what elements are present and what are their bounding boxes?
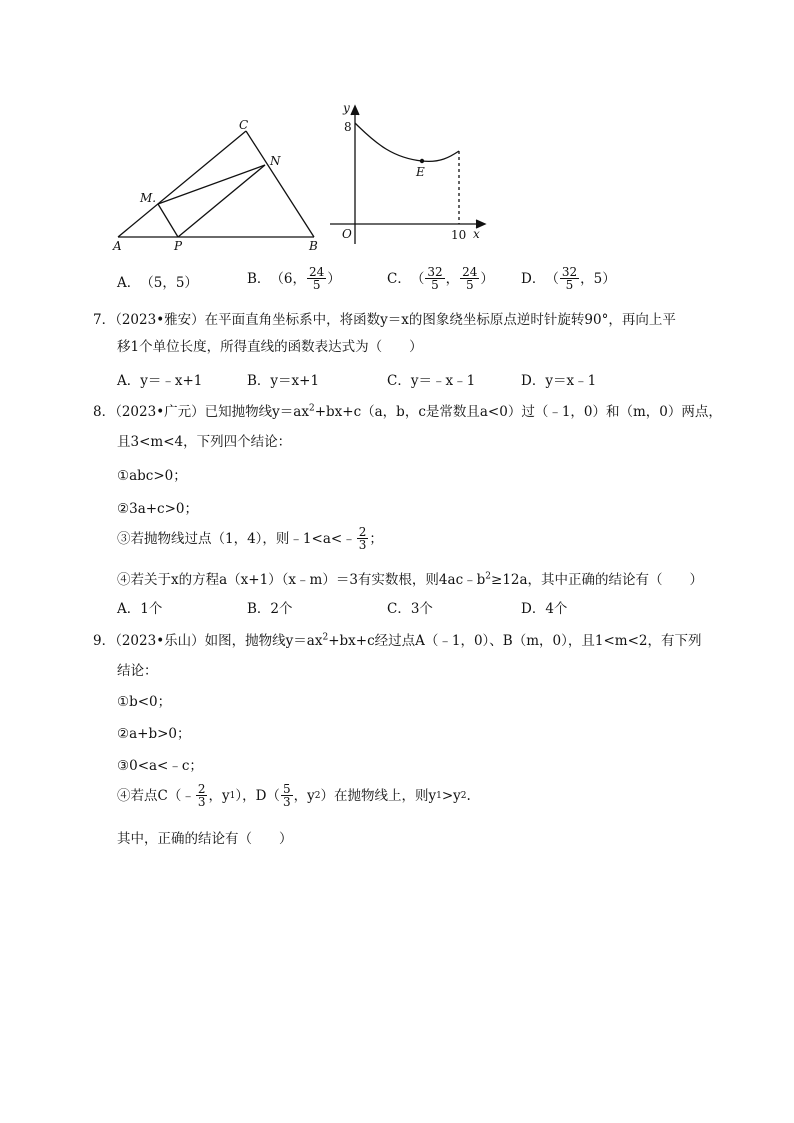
function-graph-figure [322, 100, 492, 250]
fraction: $\frac{32}{5}$ [427, 265, 443, 292]
q8-option-d[interactable]: D．4个 [521, 601, 568, 617]
y-axis-arrow [351, 106, 359, 115]
q8-options [117, 599, 697, 619]
q8-option-a[interactable]: A．1个 [117, 601, 163, 617]
label-x: x [473, 227, 480, 241]
q7-option-c[interactable]: C．y＝﹣x﹣1 [387, 373, 476, 389]
label-n: N [270, 154, 281, 168]
q8-line-1: 8．（2023•广元）已知抛物线$y=ax^2+bx+c(a$，b，c是常数且a<0）过（﹣1，0）和（m，0）两点， [93, 403, 722, 420]
fraction: $\frac{24}{5}$ [309, 265, 325, 292]
q9-line-2: 结论： [117, 663, 158, 679]
q6-option-d[interactable]: D． （ $\frac{32}{5}$ ，5） [521, 265, 616, 292]
label-y: y [343, 101, 350, 115]
q8-conclusion-1: ①abc>0； [117, 468, 187, 484]
q9-conclusion-2: ②a+b>0； [117, 726, 191, 742]
q9-line-1: 9．（2023•乐山）如图，抛物线$y=ax^2+bx+c$经过点A（﹣1，0）、B（m，0），且1<m<2，有下列 [93, 632, 702, 649]
q8-option-c[interactable]: C．3个 [387, 601, 433, 617]
fraction: $\frac{2}{3}$ [358, 525, 367, 552]
curve [355, 123, 459, 161]
segment-mp [158, 204, 178, 237]
q9-conclusion-1: ①b<0； [117, 694, 172, 710]
q8-line-2: 且3<m<4，下列四个结论： [117, 434, 292, 450]
q8-option-b[interactable]: B．2个 [247, 601, 293, 617]
label-p: P [174, 239, 183, 253]
label-e: E [416, 165, 425, 179]
q7-option-d[interactable]: D．y＝x﹣1 [521, 373, 597, 389]
fraction: $\frac{32}{5}$ [561, 265, 578, 292]
q8-conclusion-2: ②3a+c>0； [117, 501, 199, 517]
q7-option-a[interactable]: A．y＝﹣x+1 [117, 373, 203, 389]
q8-conclusion-4: ④若关于x的方程a（x+1）（x﹣m）＝3有实数根，则$4ac﹣b^2\ge 12a$，其中正确的结论有（ ） [117, 571, 704, 588]
q6-option-a[interactable]: A． （5，5） [117, 275, 198, 291]
q7-options [117, 371, 697, 391]
fraction: $\frac{24}{5}$ [462, 265, 478, 292]
segment-ac [118, 131, 246, 237]
q6-options [117, 266, 697, 300]
point-e [420, 159, 424, 163]
q9-conclusion-3: ③0<a<﹣c； [117, 758, 203, 774]
segment-cb [246, 131, 314, 237]
label-a: A [113, 239, 122, 253]
q9-last-line: 其中，正确的结论有（ ） [117, 831, 293, 847]
label-o: O [342, 227, 352, 241]
q6-option-b[interactable]: B． （6， $\frac{24}{5}$ ） [247, 265, 341, 292]
fraction: $\frac{5}{3}$ [282, 782, 291, 809]
q8-conclusion-3: ③若抛物线过点（1，4），则﹣1<a<﹣ $\frac{2}{3}$ ； [117, 525, 383, 552]
triangle-figure [108, 115, 328, 253]
label-x10: 10 [451, 228, 467, 242]
label-b: B [309, 239, 318, 253]
q7-line-1: 7．（2023•雅安）在平面直角坐标系中，将函数y＝x的图象绕坐标原点逆时针旋转90°，再向上平 [93, 312, 676, 328]
label-y8: 8 [344, 120, 352, 134]
segment-mn [158, 165, 265, 204]
q6-option-c[interactable]: C． （ $\frac{32}{5}$ ， $\frac{24}{5}$ ） [387, 265, 494, 292]
q9-conclusion-4: ④若点C（﹣ $\frac{2}{3}$ ，y 1 ），D（ $\frac{5}{3}$ ，y 2 ）在抛物线上，则y 1 >y 2 . [117, 782, 471, 809]
label-m: M. [140, 191, 157, 205]
q7-line-2: 移1个单位长度，所得直线的函数表达式为（ ） [117, 339, 423, 355]
q7-option-b[interactable]: B．y＝x+1 [247, 373, 320, 389]
label-c: C [239, 118, 249, 132]
fraction: $\frac{2}{3}$ [197, 782, 206, 809]
